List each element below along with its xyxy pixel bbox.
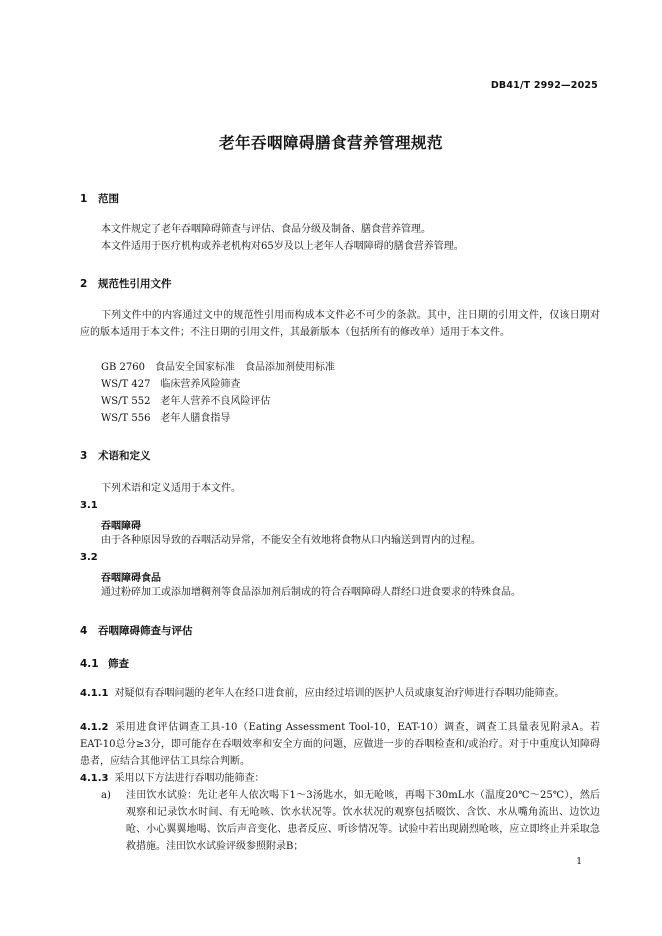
page-number: 1: [576, 857, 582, 867]
section-number: 2: [80, 278, 88, 290]
section-1-paragraph-2: 本文件适用于医疗机构或养老机构对65岁及以上老年人吞咽障碍的膳食营养管理。: [101, 241, 464, 252]
list-marker: a): [101, 790, 111, 801]
document-title: 老年吞咽障碍膳食营养管理规范: [218, 134, 443, 152]
subsection-title: 筛查: [108, 658, 129, 670]
clause-4-1-1: [80, 685, 600, 702]
reference-item: WS/T 556 老年人膳食指导: [101, 413, 231, 424]
section-number: 3: [80, 450, 88, 462]
section-3-heading: [80, 448, 151, 463]
reference-item: WS/T 552 老年人营养不良风险评估: [101, 396, 271, 407]
section-title: 范围: [98, 193, 119, 205]
clause-number: 4.1.3: [80, 773, 109, 784]
term-name: 吞咽障碍: [101, 521, 141, 532]
term-name: 吞咽障碍食品: [101, 573, 161, 584]
section-4-heading: [80, 623, 193, 638]
clause-text: 采用进食评估调查工具-10（Eating Assessment Tool-10，EAT-10）调查，调查工具量表见附录A。若EAT-10总分≥3分，即可能存在吞咽效率和安全方面的问题，应做进一步的吞咽检查和/或治疗。对于中重度认知障碍患者，应结合其他评估工具综合判断。: [80, 722, 600, 767]
section-title: 术语和定义: [98, 450, 151, 462]
section-number: 4: [80, 625, 88, 637]
clause-text: 对疑似有吞咽问题的老年人在经口进食前，应由经过培训的医护人员或康复治疗师进行吞咽功能筛查。: [114, 688, 565, 699]
section-2-paragraph-1: 下列文件中的内容通过文中的规范性引用而构成本文件必不可少的条款。其中，注日期的引用文件，仅该日期对应的版本适用于本文件；不注日期的引用文件，其最新版本（包括所有的修改单）适用于本文件。: [80, 310, 600, 338]
term-definition: 通过粉碎加工或添加增稠剂等食品添加剂后制成的符合吞咽障碍人群经口进食要求的特殊食品。: [101, 587, 521, 598]
section-1-heading: [80, 191, 119, 206]
reference-item: GB 2760 食品安全国家标准 食品添加剂使用标准: [101, 362, 335, 373]
section-3-paragraph-1: 下列术语和定义适用于本文件。: [101, 483, 241, 494]
clause-4-1-2: [80, 719, 600, 770]
section-2-heading: [80, 276, 172, 291]
clause-4-1-3: [80, 770, 600, 787]
term-number: 3.2: [80, 552, 98, 563]
list-item-text: 洼田饮水试验：先让老年人依次喝下1～3汤匙水，如无呛咳，再喝下30mL水（温度20℃～25℃），然后观察和记录饮水时间、有无呛咳、饮水状况等。饮水状况的观察包括啜饮、含饮、水从嘴角流出、边饮边呛、小心翼翼地喝、饮后声音变化、患者反应、听诊情况等。试验中若出现剧烈呛咳，应立即终止并采取急救措施。洼田饮水试验评级参照附录B；: [126, 790, 600, 852]
section-number: 1: [80, 193, 88, 205]
section-1-paragraph-1: 本文件规定了老年吞咽障碍筛查与评估、食品分级及制备、膳食营养管理。: [101, 224, 431, 235]
standard-code: DB41/T 2992—2025: [490, 80, 598, 91]
clause-text: 采用以下方法进行吞咽功能筛查：: [114, 773, 265, 784]
subsection-number: 4.1: [80, 658, 99, 670]
reference-item: WS/T 427 临床营养风险筛查: [101, 379, 241, 390]
section-title: 规范性引用文件: [98, 278, 172, 290]
term-definition: 由于各种原因导致的吞咽活动异常，不能安全有效地将食物从口内输送到胃内的过程。: [101, 535, 481, 546]
subsection-4-1-heading: [80, 656, 129, 671]
list-item-a: [101, 787, 600, 855]
section-title: 吞咽障碍筛查与评估: [98, 625, 193, 637]
term-number: 3.1: [80, 500, 98, 511]
clause-number: 4.1.2: [80, 722, 109, 733]
clause-number: 4.1.1: [80, 688, 109, 699]
